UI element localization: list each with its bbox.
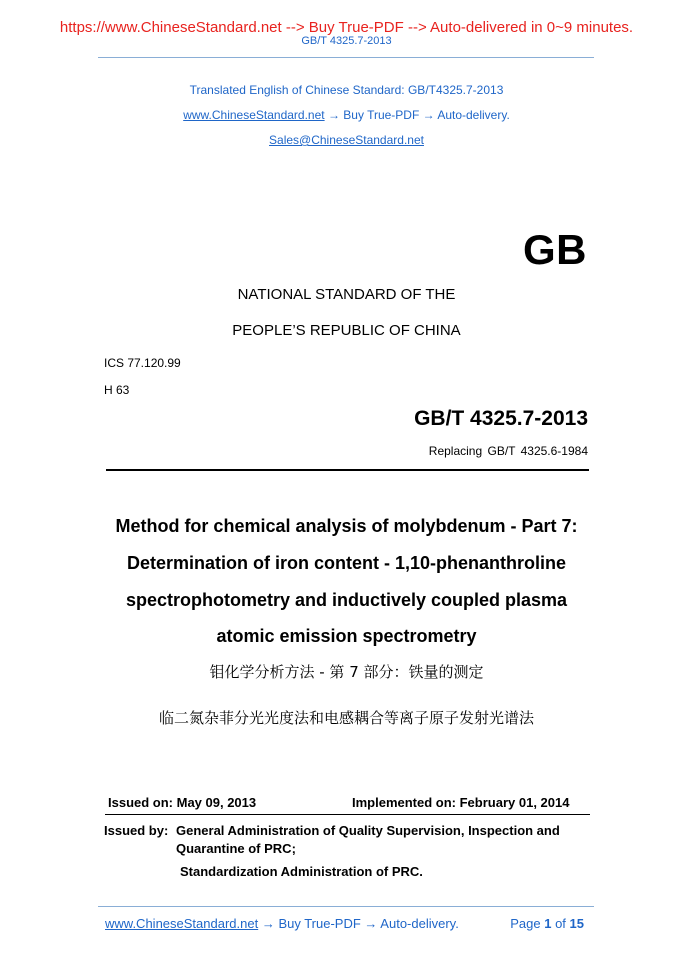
total-pages: 15 — [569, 916, 584, 931]
footer-site-link[interactable]: www.ChineseStandard.net — [105, 916, 259, 931]
implemented-on-date: Implemented on: February 01, 2014 — [352, 795, 570, 810]
title-line-2: Determination of iron content - 1,10-phenanthroline — [126, 553, 567, 573]
buy-text: → Buy True-PDF → Auto-delivery. — [327, 108, 510, 122]
of-label: of — [555, 916, 566, 931]
ccs-code: H 63 — [104, 383, 130, 397]
footer-divider — [98, 906, 594, 907]
republic-line: PEOPLE’S REPUBLIC OF CHINA — [232, 322, 461, 339]
title-line-1: Method for chemical analysis of molybdenum - Part 7: — [115, 516, 578, 536]
site-link[interactable]: www.ChineseStandard.net — [183, 108, 325, 122]
chinese-title-line-2: 临二氮杂菲分光光度法和电感耦合等离子原子发射光谱法 — [158, 709, 534, 727]
standard-number: GB/T 4325.7-2013 — [414, 407, 588, 430]
page-number: 1 — [544, 916, 552, 931]
issuer-aqsiq-line-2: Quarantine of PRC; — [176, 841, 296, 856]
footer-buy-text: → Buy True-PDF → Auto-delivery. — [261, 916, 459, 931]
top-banner-link[interactable]: https://www.ChineseStandard.net --> Buy True-PDF --> Auto-delivered in 0~9 minutes. — [59, 19, 634, 36]
dates-divider — [105, 814, 590, 815]
header-divider — [98, 57, 594, 58]
issuer-aqsiq-line-1: General Administration of Quality Supervision, Inspection and — [176, 823, 560, 838]
title-line-3: spectrophotometry and inductively coupled plasma — [125, 590, 568, 610]
footer-buy-line — [105, 916, 459, 931]
issuer-sac: Standardization Administration of PRC. — [180, 864, 423, 879]
header-doc-code: GB/T 4325.7-2013 — [301, 35, 392, 47]
issued-by-label: Issued by: — [104, 823, 169, 838]
national-standard-line: NATIONAL STANDARD OF THE — [237, 286, 456, 303]
title-line-4: atomic emission spectrometry — [216, 626, 477, 646]
issued-on-date: Issued on: May 09, 2013 — [108, 795, 257, 810]
replacing-note: Replacing GB/T 4325.6-1984 — [428, 444, 588, 458]
chinese-title-line-1: 钼化学分析方法 - 第 7 部分：铁量的测定 — [209, 663, 484, 681]
buy-line — [0, 108, 693, 122]
gb-logo: GB — [523, 226, 587, 273]
ics-code: ICS 77.120.99 — [104, 356, 181, 370]
page-label: Page — [510, 916, 541, 931]
title-divider — [106, 469, 589, 471]
sales-email-link[interactable]: Sales@ChineseStandard.net — [269, 133, 424, 147]
page-indicator — [510, 916, 584, 931]
translated-line: Translated English of Chinese Standard: GB/T4325.7-2013 — [189, 83, 504, 97]
